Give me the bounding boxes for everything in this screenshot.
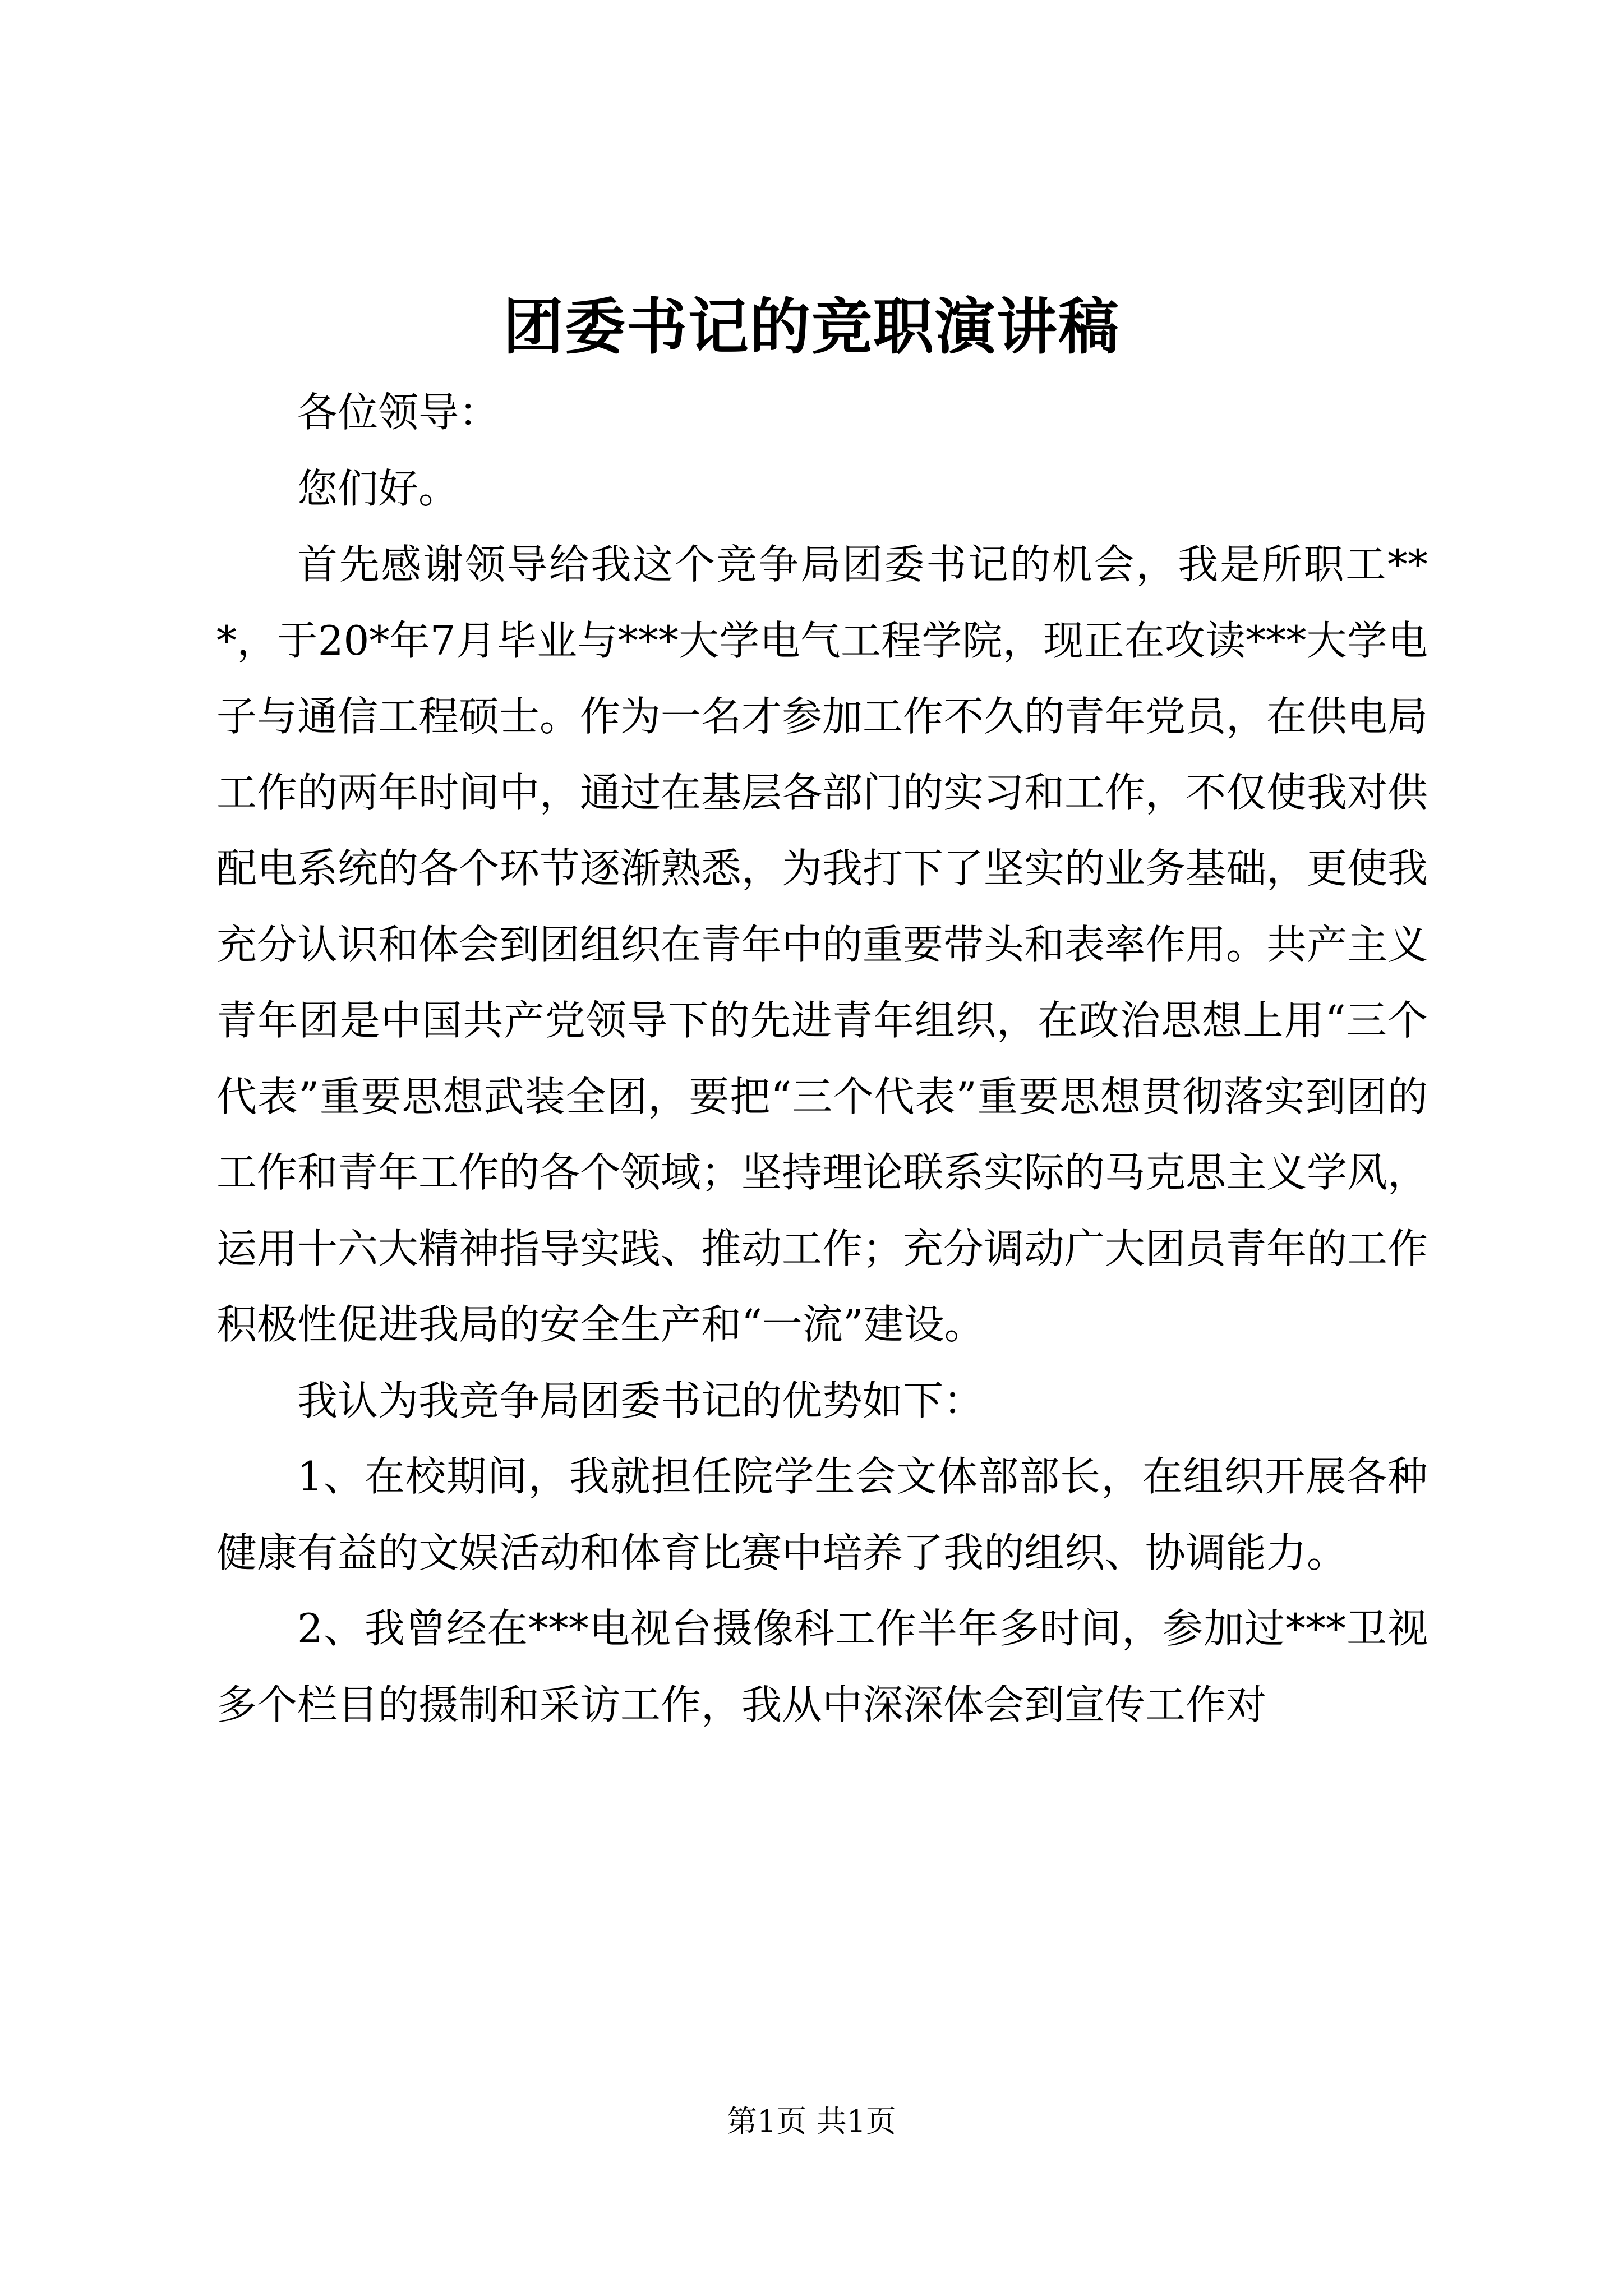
body-paragraph: 我认为我竞争局团委书记的优势如下：	[297, 1377, 984, 1424]
list-item: 1、在校期间，我就担任院学生会文体部部长，在组织开展各种健康有益的文娱活动和体育比赛中培养了我的组织、协调能力。	[216, 1453, 1428, 1576]
document-title: 团委书记的竞职演讲稿	[502, 292, 1120, 362]
document-body	[216, 375, 1428, 1743]
greeting: 您们好。	[297, 464, 459, 512]
page-number-footer: 第1页 共1页	[727, 2104, 896, 2139]
body-paragraph: 首先感谢领导给我这个竞争局团委书记的机会，我是所职工***，于20*年7月毕业与***大学电气工程学院，现正在攻读***大学电子与通信工程硕士。作为一名才参加工作不久的青年党员，在供电局工作的两年时间中，通过在基层各部门的实习和工作，不仅使我对供配电系统的各个环节逐渐熟悉，为我打下了坚实的业务基础，更使我充分认识和体会到团组织在青年中的重要带头和表率作用。共产主义青年团是中国共产党领导下的先进青年组织，在政治思想上用“三个代表”重要思想武装全团，要把“三个代表”重要思想贯彻落实到团的工作和青年工作的各个领域；坚持理论联系实际的马克思主义学风，运用十六大精神指导实践、推动工作；充分调动广大团员青年的工作积极性促进我局的安全生产和“一流”建设。	[216, 541, 1428, 1348]
list-item: 2、我曾经在***电视台摄像科工作半年多时间，参加过***卫视多个栏目的摄制和采访工作，我从中深深体会到宣传工作对	[216, 1605, 1428, 1728]
salutation: 各位领导：	[297, 389, 500, 436]
